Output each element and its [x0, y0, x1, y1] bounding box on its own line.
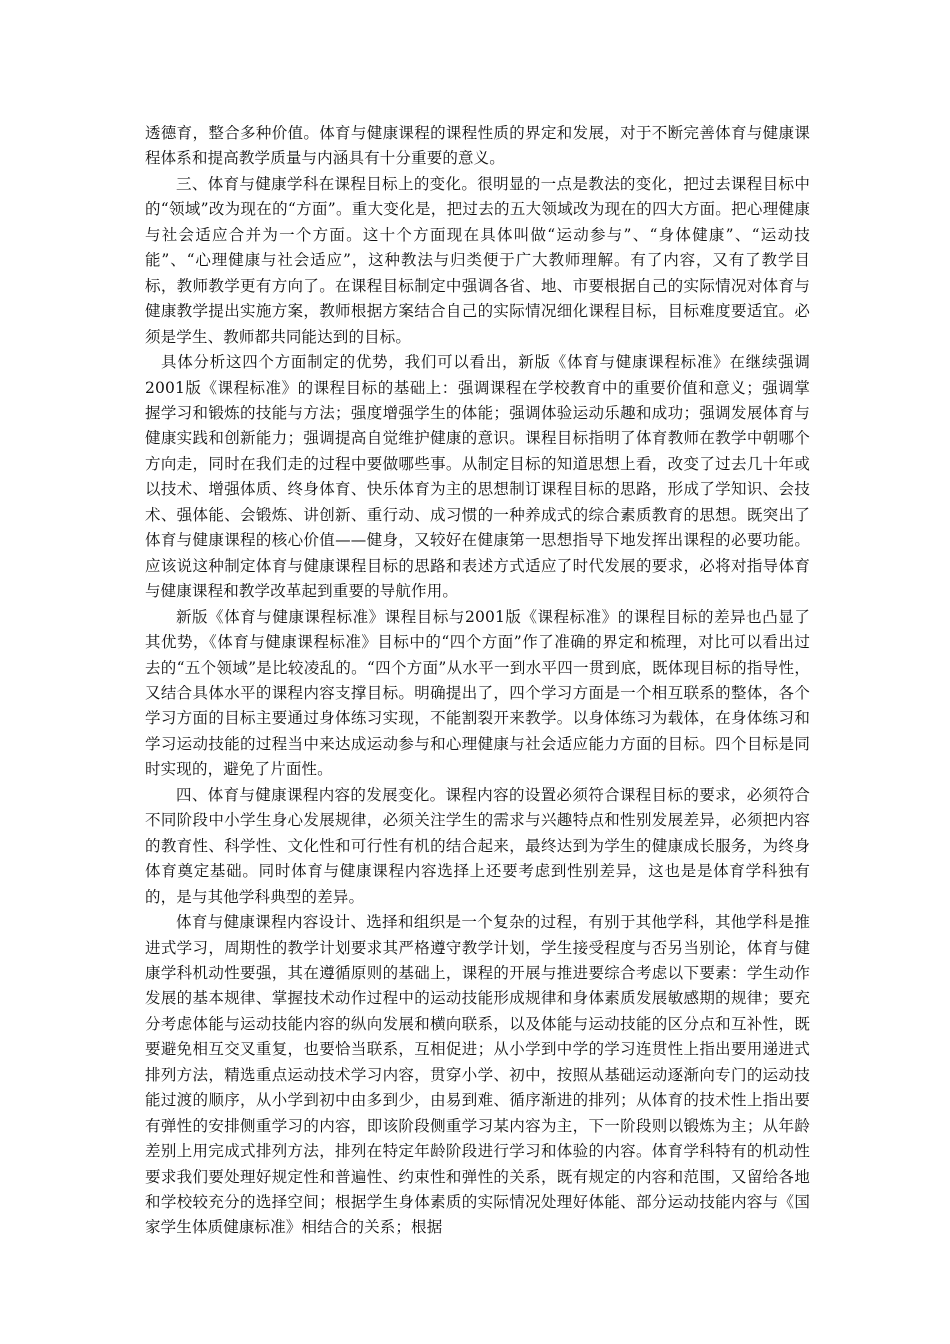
paragraph-1: 透德育，整合多种价值。体育与健康课程的课程性质的界定和发展，对于不断完善体育与健康课程体系和提高教学质量与内涵具有十分重要的意义。: [145, 124, 810, 168]
paragraph-5: 四、体育与健康课程内容的发展变化。课程内容的设置必须符合课程目标的要求，必须符合不同阶段中小学生身心发展规律，必须关注学生的需求与兴趣特点和性别发展差异，必须把内容的教育性、科学性、文化性和可行性有机的结合起来，最终达到为学生的健康成长服务，为终身体育奠定基础。同时体育与健康课程内容选择上还要考虑到性别差异，这也是是体育学科独有的，是与其他学科典型的差异。: [145, 785, 810, 906]
document-page: [145, 121, 810, 1241]
paragraph-4: 新版《体育与健康课程标准》课程目标与2001版《课程标准》的课程目标的差异也凸显了其优势，《体育与健康课程标准》目标中的“四个方面”作了准确的界定和梳理，对比可以看出过去的“五个领域”是比较凌乱的。“四个方面”从水平一到水平四一贯到底，既体现目标的指导性，又结合具体水平的课程内容支撑目标。明确提出了，四个学习方面是一个相互联系的整体，各个学习方面的目标主要通过身体练习实现，不能割裂开来教学。以身体练习为载体，在身体练习和学习运动技能的过程当中来达成运动参与和心理健康与社会适应能力方面的目标。四个目标是同时实现的，避免了片面性。: [145, 607, 810, 779]
paragraph-6: 体育与健康课程内容设计、选择和组织是一个复杂的过程，有别于其他学科，其他学科是推进式学习，周期性的教学计划要求其严格遵守教学计划，学生接受程度与否另当别论，体育与健康学科机动性要强，其在遵循原则的基础上，课程的开展与推进要综合考虑以下要素：学生动作发展的基本规律、掌握技术动作过程中的运动技能形成规律和身体素质发展敏感期的规律；要充分考虑体能与运动技能内容的纵向发展和横向联系，以及体能与运动技能的区分点和互补性，既要避免相互交叉重复，也要恰当联系，互相促进；从小学到中学的学习连贯性上指出要用递进式排列方法，精选重点运动技术学习内容，贯穿小学、初中，按照从基础运动逐渐向专门的运动技能过渡的顺序，从小学到初中由多到少，由易到难、循序渐进的排列；从体育的技术性上指出要有弹性的安排侧重学习的内容，即该阶段侧重学习某内容为主，下一阶段则以锻炼为主；从年龄差别上用完成式排列方法，排列在特定年龄阶段进行学习和体验的内容。体育学科特有的机动性要求我们要处理好规定性和普遍性、约束性和弹性的关系，既有规定的内容和范围，又留给各地和学校较充分的选择空间；根据学生身体素质的实际情况处理好体能、部分运动技能内容与《国家学生体质健康标准》相结合的关系；根据: [145, 913, 810, 1237]
paragraph-2: 三、体育与健康学科在课程目标上的变化。很明显的一点是教法的变化，把过去课程目标中的“领域”改为现在的“方面”。重大变化是，把过去的五大领域改为现在的四大方面。把心理健康与社会适应合并为一个方面。这十个方面现在具体叫做“运动参与”、“身体健康”、“运动技能”、“心理健康与社会适应”，这种教法与归类便于广大教师理解。有了内容，又有了教学目标，教师教学更有方向了。在课程目标制定中强调各省、地、市要根据自己的实际情况对体育与健康教学提出实施方案，教师根据方案结合自己的实际情况细化课程目标，目标难度要适宜。必须是学生、教师都共同能达到的目标。: [145, 174, 810, 346]
paragraph-3: 具体分析这四个方面制定的优势，我们可以看出，新版《体育与健康课程标准》在继续强调2001版《课程标准》的课程目标的基础上：强调课程在学校教育中的重要价值和意义；强调掌握学习和锻炼的技能与方法；强度增强学生的体能；强调体验运动乐趣和成功；强调发展体育与健康实践和创新能力；强调提高自觉维护健康的意识。课程目标指明了体育教师在教学中朝哪个方向走，同时在我们走的过程中要做哪些事。从制定目标的知道思想上看，改变了过去几十年或以技术、增强体质、终身体育、快乐体育为主的思想制订课程目标的思路，形成了学知识、会技术、强体能、会锻炼、讲创新、重行动、成习惯的一种养成式的综合素质教育的思想。既突出了体育与健康课程的核心价值——健身，又较好在健康第一思想指导下地发挥出课程的必要功能。应该说这种制定体育与健康课程目标的思路和表述方式适应了时代发展的要求，必将对指导体育与健康课程和教学改革起到重要的导航作用。: [145, 353, 810, 601]
